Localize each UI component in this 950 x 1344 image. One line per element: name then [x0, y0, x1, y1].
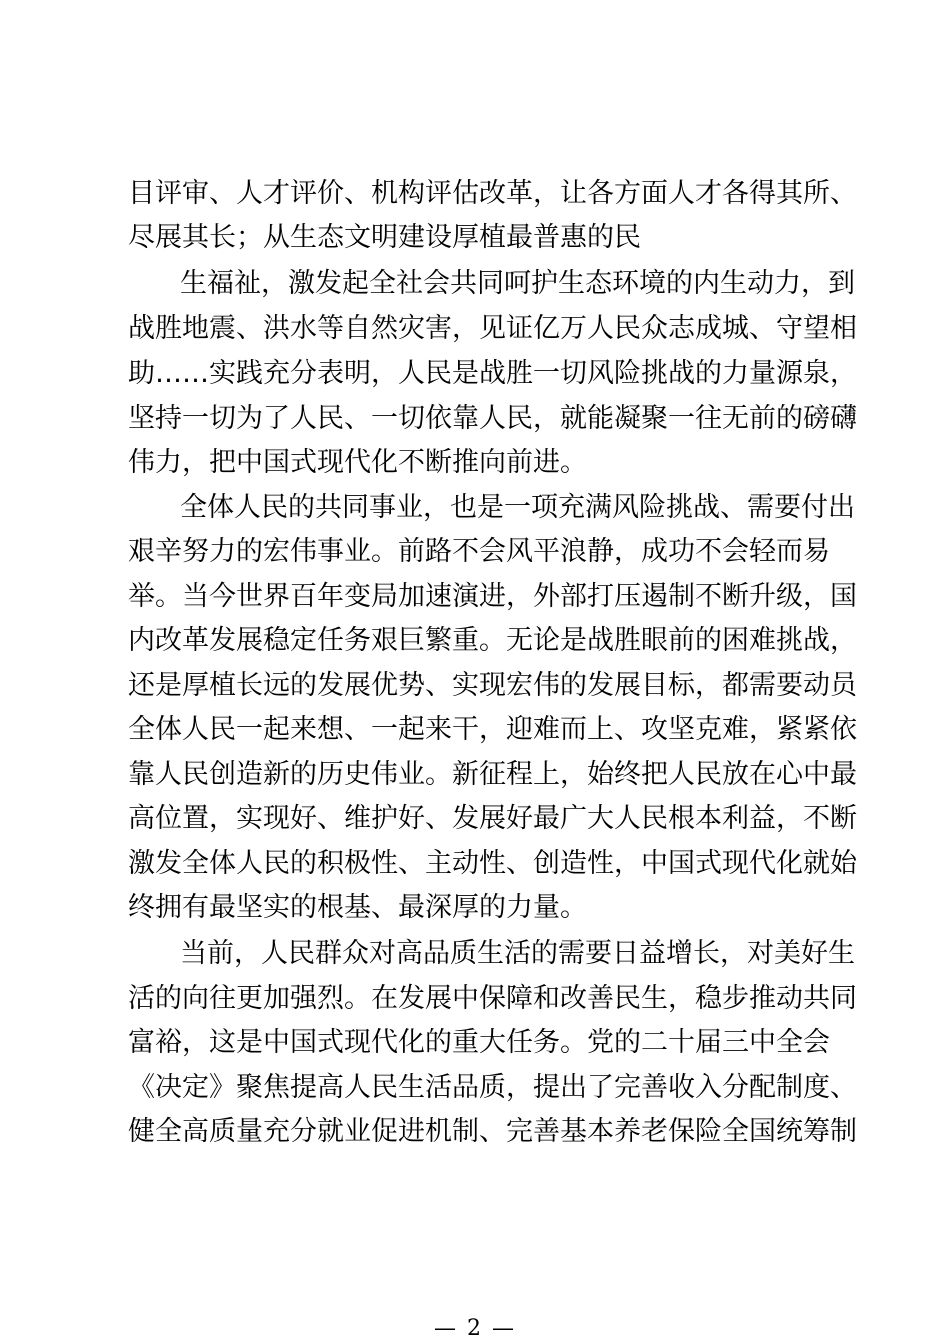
text-line: 助……实践充分表明，人民是战胜一切风险挑战的力量源泉， — [128, 358, 857, 389]
text-line: 伟力，把中国式现代化不断推向前进。 — [128, 447, 587, 478]
text-line: 高位置，实现好、维护好、发展好最广大人民根本利益，不断 — [128, 803, 857, 834]
page-number: — 2 — — [434, 1316, 516, 1341]
text-line: 还是厚植长远的发展优势、实现宏伟的发展目标，都需要动员 — [128, 670, 857, 701]
text-line: 终拥有最坚实的根基、最深厚的力量。 — [128, 892, 587, 923]
text-line: 靠人民创造新的历史伟业。新征程上，始终把人民放在心中最 — [128, 759, 857, 790]
text-line: 富裕，这是中国式现代化的重大任务。党的二十届三中全会 — [128, 1027, 830, 1058]
text-line: 艰辛努力的宏伟事业。前路不会风平浪静，成功不会轻而易 — [128, 536, 830, 567]
text-line: 全体人民一起来想、一起来干，迎难而上、攻坚克难，紧紧依 — [128, 714, 857, 745]
text-line: 内改革发展稳定任务艰巨繁重。无论是战胜眼前的困难挑战， — [128, 625, 857, 656]
text-line: 《决定》聚焦提高人民生活品质，提出了完善收入分配制度、 — [128, 1072, 857, 1103]
text-line: 全体人民的共同事业，也是一项充满风险挑战、需要付出 — [180, 492, 855, 523]
text-line: 健全高质量充分就业促进机制、完善基本养老保险全国统筹制 — [128, 1116, 857, 1147]
text-line: 尽展其长；从生态文明建设厚植最普惠的民 — [128, 222, 641, 253]
text-line: 举。当今世界百年变局加速演进，外部打压遏制不断升级，国 — [128, 581, 857, 612]
text-line: 战胜地震、洪水等自然灾害，见证亿万人民众志成城、守望相 — [128, 313, 857, 344]
text-line: 坚持一切为了人民、一切依靠人民，就能凝聚一往无前的磅礴 — [128, 403, 857, 434]
text-line: 生福祉，激发起全社会共同呵护生态环境的内生动力，到 — [180, 268, 855, 299]
text-line: 活的向往更加强烈。在发展中保障和改善民生，稳步推动共同 — [128, 983, 857, 1014]
text-line: 目评审、人才评价、机构评估改革，让各方面人才各得其所、 — [128, 178, 857, 209]
text-line: 激发全体人民的积极性、主动性、创造性，中国式现代化就始 — [128, 848, 857, 879]
text-line: 当前，人民群众对高品质生活的需要日益增长，对美好生 — [180, 938, 855, 969]
